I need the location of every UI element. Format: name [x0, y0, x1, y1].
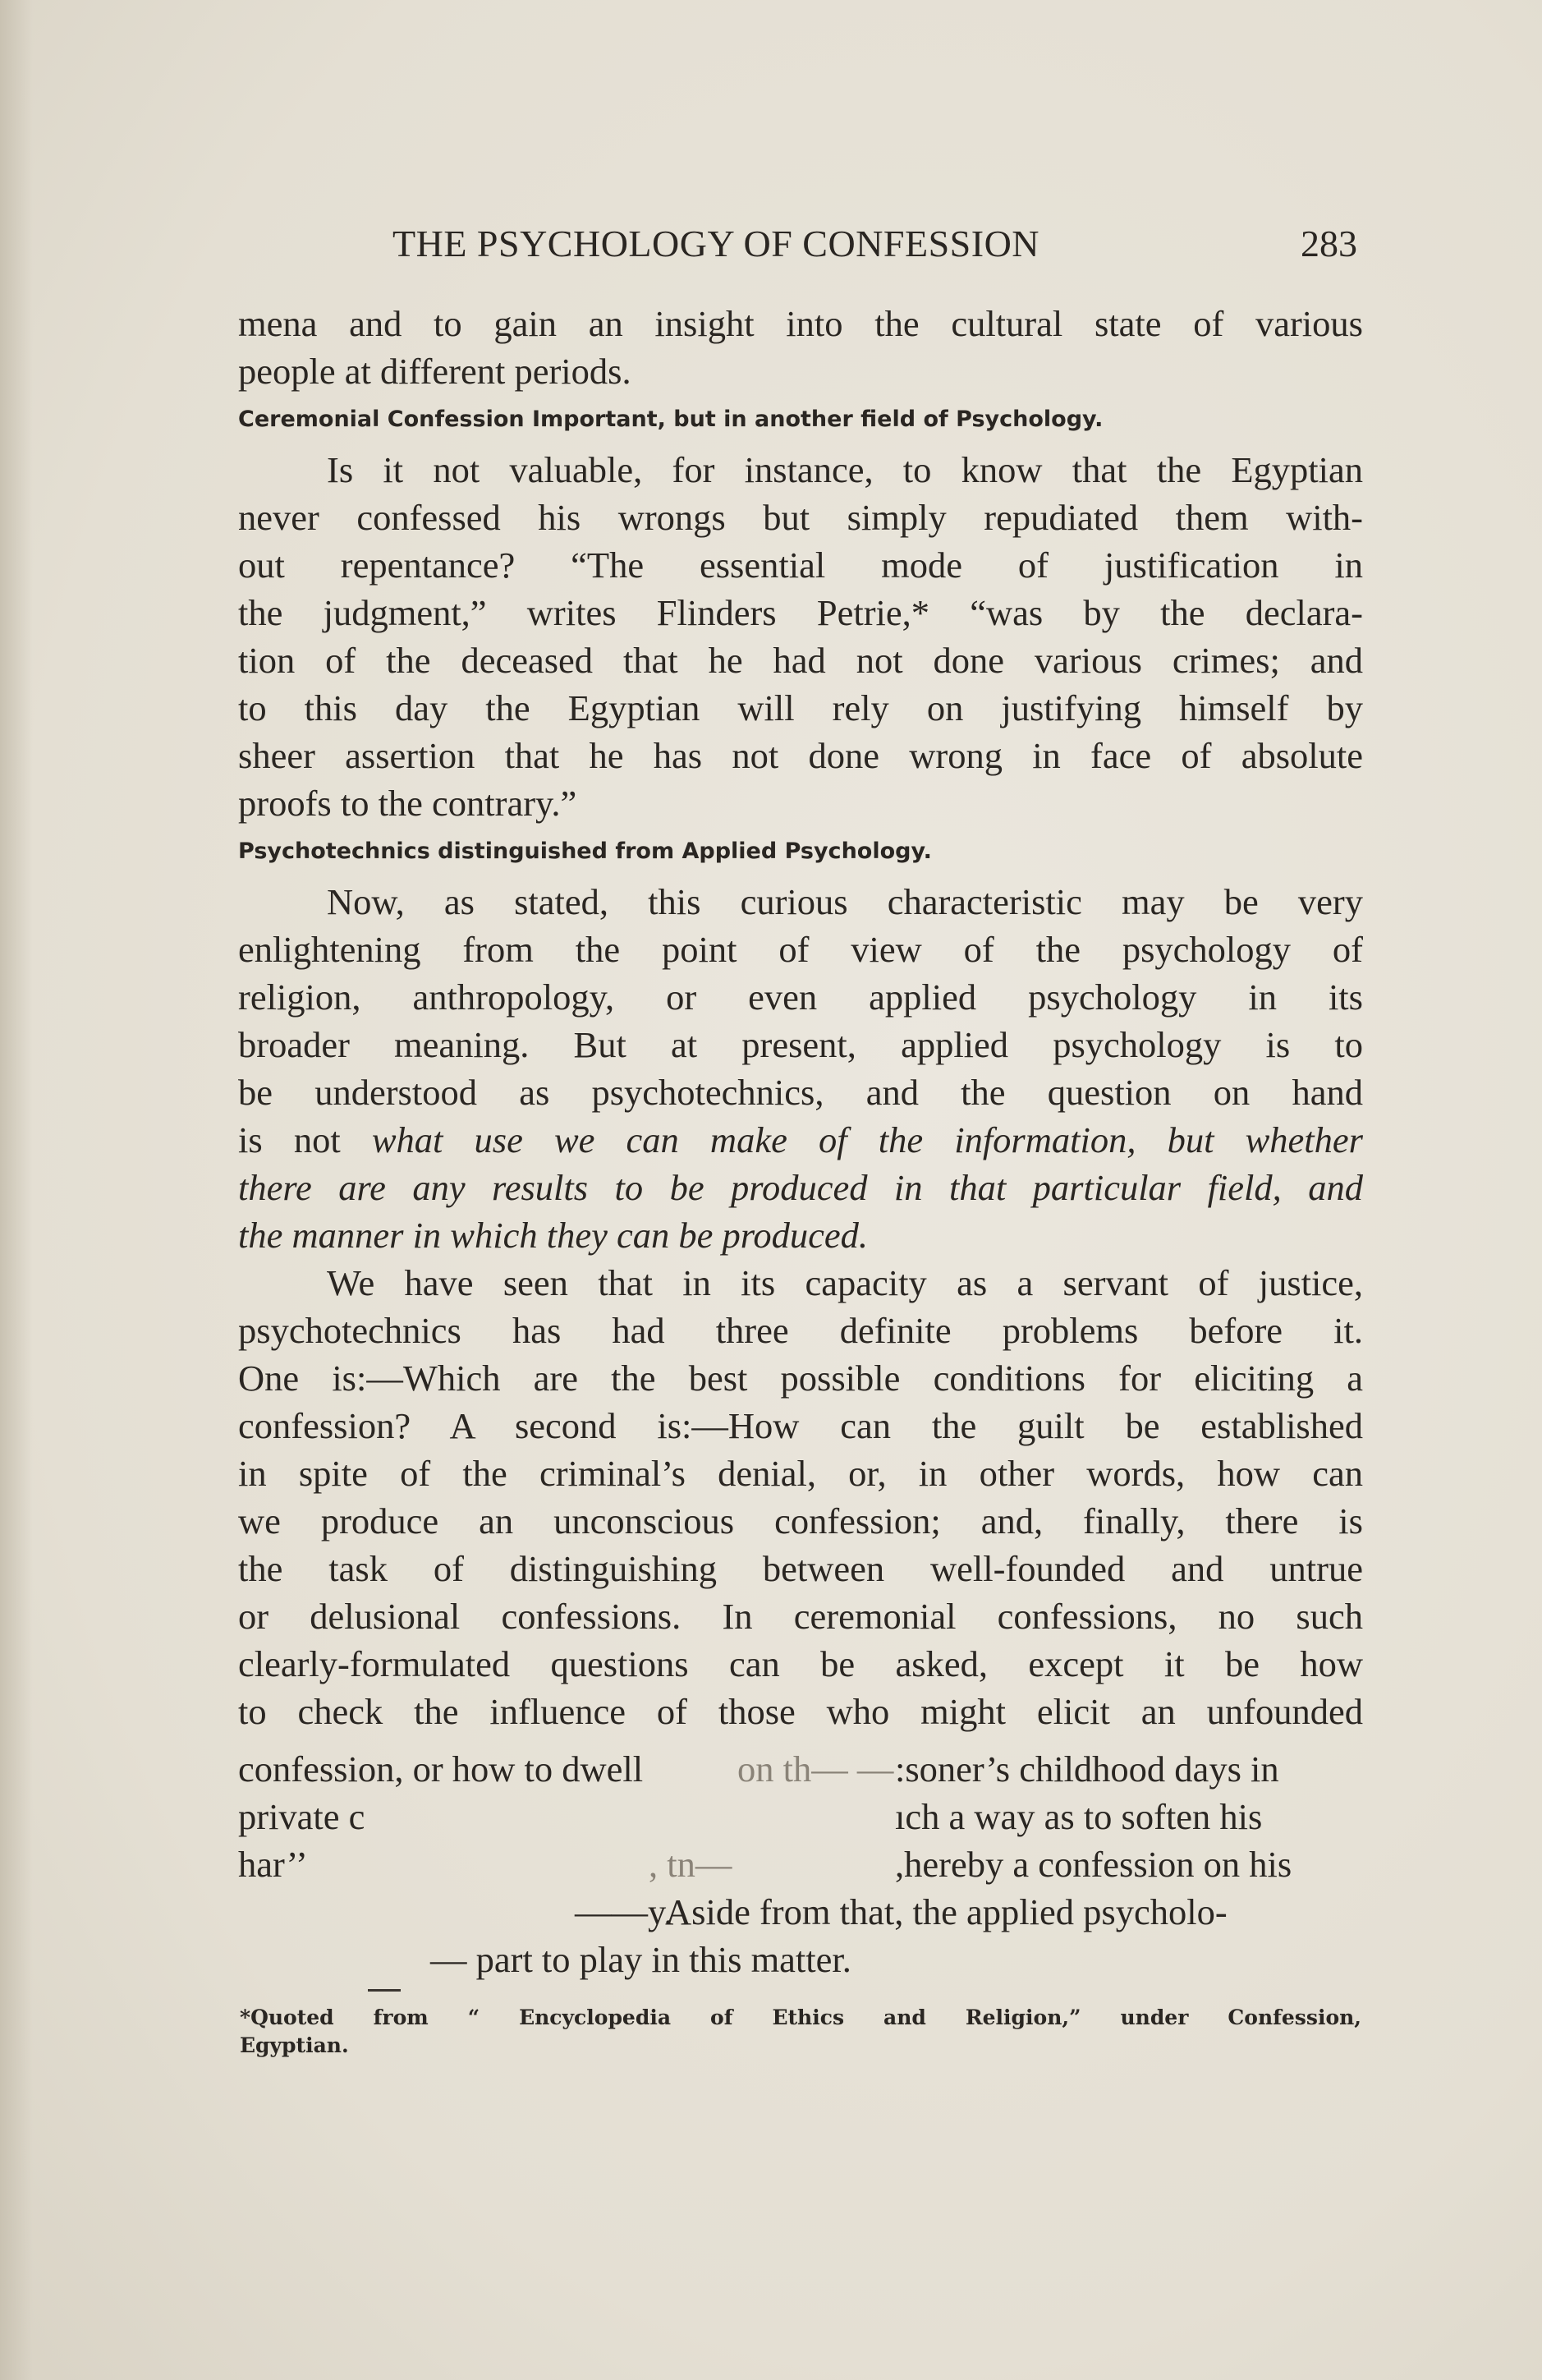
text-fragment: Aside from that, the applied psycholo- — [665, 1891, 1228, 1932]
binding-gutter — [0, 0, 33, 2380]
text-fragment: is not — [238, 1119, 341, 1160]
text-line: there are any results to be produced in that particular field, and — [238, 1167, 1363, 1208]
text-fragment: har’’ — [238, 1844, 308, 1885]
text-line: never confessed his wrongs but simply repudiated them with- — [238, 497, 1363, 538]
text-fragment: ,hereby a confession on his — [895, 1844, 1292, 1885]
text-fragment: private c — [238, 1796, 365, 1837]
sidenote-heading: Psychotechnics distinguished from Applied Psychology. — [238, 839, 932, 864]
text-line: out repentance? “The essential mode of justification in — [238, 544, 1363, 586]
text-fragment: , tn— — [649, 1844, 732, 1885]
text-line: we produce an unconscious confession; and, finally, there is — [238, 1500, 1363, 1541]
running-header — [392, 215, 1357, 273]
footnote-line: *Quoted from “ Encyclopedia of Ethics and Religion,” under Confession, — [240, 2006, 1361, 2029]
text-fragment: ıch a way as to soften his — [895, 1796, 1263, 1837]
footnote-line: Egyptian. — [240, 2033, 349, 2057]
text-line: Now, as stated, this curious characteristic may be very — [327, 881, 1363, 922]
text-line: broader meaning. But at present, applied psychology is to — [238, 1024, 1363, 1065]
text-line — [238, 1116, 1363, 1164]
text-line: or delusional confessions. In ceremonial confessions, no such — [238, 1596, 1363, 1637]
text-fragment: on th— — — [737, 1748, 894, 1790]
text-line: the task of distinguishing between well-founded and untrue — [238, 1548, 1363, 1589]
text-fragment: confession, or how to dwell — [238, 1748, 644, 1790]
text-fragment: :soner’s childhood days in — [895, 1748, 1279, 1790]
text-line: proofs to the contrary.” — [238, 783, 577, 824]
text-line: be understood as psychotechnics, and the question on hand — [238, 1072, 1363, 1113]
text-line: tion of the deceased that he had not done various crimes; and — [238, 640, 1363, 681]
text-line: the manner in which they can be produced. — [238, 1215, 869, 1256]
text-line: to this day the Egyptian will rely on justifying himself by — [238, 687, 1363, 728]
text-line: confession? A second is:—How can the guilt be established — [238, 1405, 1363, 1446]
text-line: psychotechnics has had three definite problems before it. — [238, 1310, 1363, 1351]
text-fragment: ——y. — [575, 1891, 673, 1932]
text-line: the judgment,” writes Flinders Petrie,* “was by the declara- — [238, 592, 1363, 633]
text-line: clearly-formulated questions can be asked, except it be how — [238, 1643, 1363, 1684]
page-number: 283 — [1301, 223, 1357, 264]
body-text — [238, 300, 1363, 1735]
text-line: people at different periods. — [238, 351, 631, 392]
text-line: enlightening from the point of view of the psychology of — [238, 929, 1363, 970]
footnote-rule — [368, 1989, 401, 1992]
text-fragment: — part to play in this matter. — [430, 1939, 851, 1980]
sidenote-heading: Ceremonial Confession Important, but in another field of Psychology. — [238, 407, 1104, 432]
text-line: We have seen that in its capacity as a servant of justice, — [327, 1262, 1363, 1303]
text-line: religion, anthropology, or even applied psychology in its — [238, 976, 1363, 1018]
text-line: Is it not valuable, for instance, to know that the Egyptian — [327, 449, 1363, 490]
footnote — [240, 2004, 1361, 2060]
running-title: THE PSYCHOLOGY OF CONFESSION — [392, 223, 1040, 264]
italic-text: what use we can make of the information, but whether — [371, 1119, 1363, 1160]
text-line: sheer assertion that he has not done wrong in face of absolute — [238, 735, 1363, 776]
text-line: One is:—Which are the best possible conditions for eliciting a — [238, 1358, 1363, 1399]
text-line: mena and to gain an insight into the cultural state of various — [238, 303, 1363, 344]
text-line: to check the influence of those who might elicit an unfounded — [238, 1691, 1363, 1732]
text-line: in spite of the criminal’s denial, or, in other words, how can — [238, 1453, 1363, 1494]
